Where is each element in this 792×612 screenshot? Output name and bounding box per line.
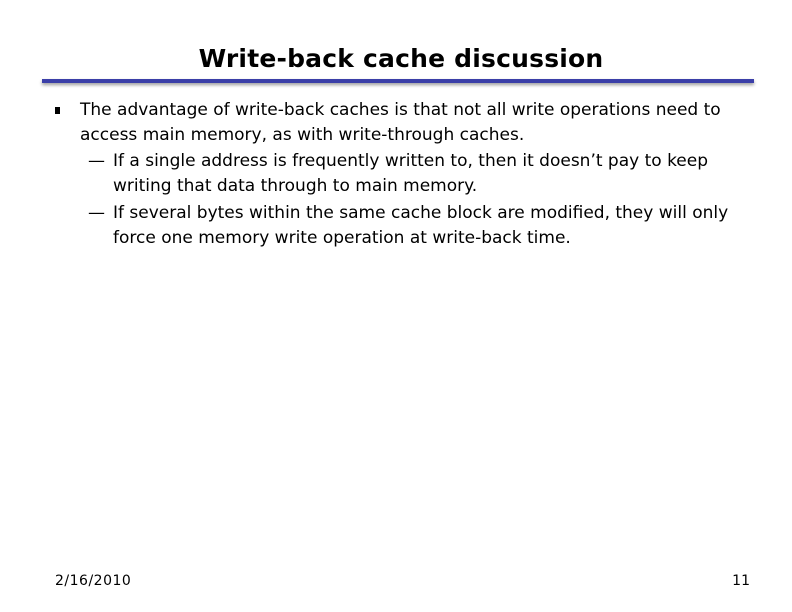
square-bullet-icon bbox=[55, 107, 60, 114]
bullet-item bbox=[55, 98, 755, 251]
bullet-text: The advantage of write-back caches is that not all write operations need to access main memory, as with write-through caches. bbox=[80, 100, 721, 145]
page-number: 11 bbox=[732, 573, 750, 589]
dash-bullet-icon: — bbox=[88, 203, 105, 223]
dash-bullet-icon: — bbox=[88, 151, 105, 171]
footer-date: 2/16/2010 bbox=[55, 573, 132, 589]
slide-title: Write-back cache discussion bbox=[198, 44, 604, 73]
sub-bullet-list bbox=[80, 149, 755, 251]
sub-bullet-text: If several bytes within the same cache block are modified, they will only force one memory write operation at write-back time. bbox=[113, 203, 729, 248]
sub-bullet-text: If a single address is frequently written to, then it doesn’t pay to keep writing that data through to main memory. bbox=[113, 151, 709, 196]
sub-bullet-item bbox=[80, 149, 755, 199]
bullet-list bbox=[55, 98, 755, 253]
sub-bullet-item bbox=[80, 201, 755, 251]
title-underline bbox=[42, 79, 754, 83]
